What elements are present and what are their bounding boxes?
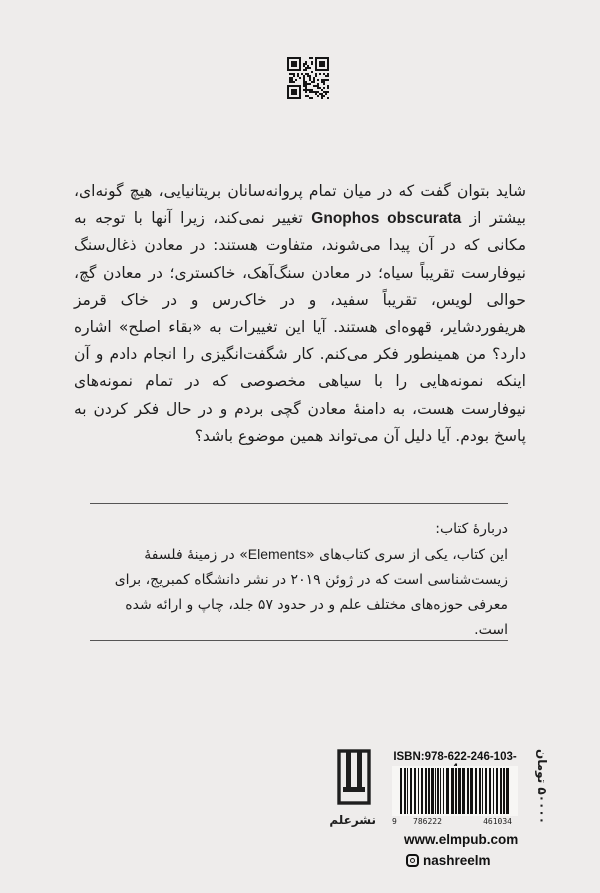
- publisher-name: نشرعلم: [329, 813, 376, 827]
- instagram-icon: [406, 854, 419, 867]
- instagram-name: nashreelm: [423, 852, 491, 868]
- barcode-left-group: 786222: [413, 817, 442, 826]
- series-name: Elements: [247, 546, 307, 562]
- price: ۵۰۰۰۰ تومان: [535, 749, 549, 825]
- isbn: ISBN:978-622-246-103-: [393, 751, 517, 763]
- barcode-right-group: 461034: [483, 817, 512, 826]
- divider-top: [90, 503, 508, 504]
- about-book: [90, 517, 508, 643]
- publisher-logo: [337, 749, 371, 805]
- barcode-lead-digit: 9: [392, 817, 397, 826]
- website: www.elmpub.com: [404, 832, 519, 847]
- about-heading: دربارهٔ کتاب:: [435, 521, 508, 537]
- barcode: [392, 766, 518, 816]
- instagram-handle: [406, 852, 491, 868]
- back-cover-quote: شاید بتوان گفت که در میان تمام پروانه‌سانان بریتانیایی، هیچ گونه‌ای، بیشتر از Gnophos obscurata تغییر نمی‌کند، زیرا آنها با توجه به مکانی که در آن پیدا می‌شوند، متفاوت هستند: در معادن ذغال‌سنگ نیوفارست تقریباً سیاه؛ در معادن سنگ‌آهک، خاکستری؛ در معادن گچ، حوالی لویس، تقریباً سفید، و در خاک‌رس و در خاک قرمز هریفوردشایر، قهوه‌ای هستند. آیا این تغییرات به «بقاء اصلح» اشاره دارد؟ من همینطور فکر می‌کنم. کار شگفت‌انگیزی را انجام دادم و آن اینکه نمونه‌هایی را با سیاهی مخصوصی که در تمام نمونه‌های نیوفارست هست، به دامنهٔ معادن گچی بردم و در حال فکر کردن به پاسخ بودم. آیا دلیل آن می‌تواند همین موضوع باشد؟: [74, 182, 526, 445]
- about-text: این کتاب، یکی از سری کتاب‌های «Elements» در زمینهٔ فلسفهٔ زیست‌شناسی است که در ژوئن ۲۰۱۹ در نشر دانشگاه کمبریج، برای معرفی حوزه‌های مختلف علم و در حدود ۵۷ جلد، چاپ و ارائه شده است.: [114, 546, 508, 638]
- qr-code: [287, 57, 329, 99]
- divider-bottom: [90, 640, 508, 641]
- species-name: Gnophos obscurata: [311, 210, 462, 228]
